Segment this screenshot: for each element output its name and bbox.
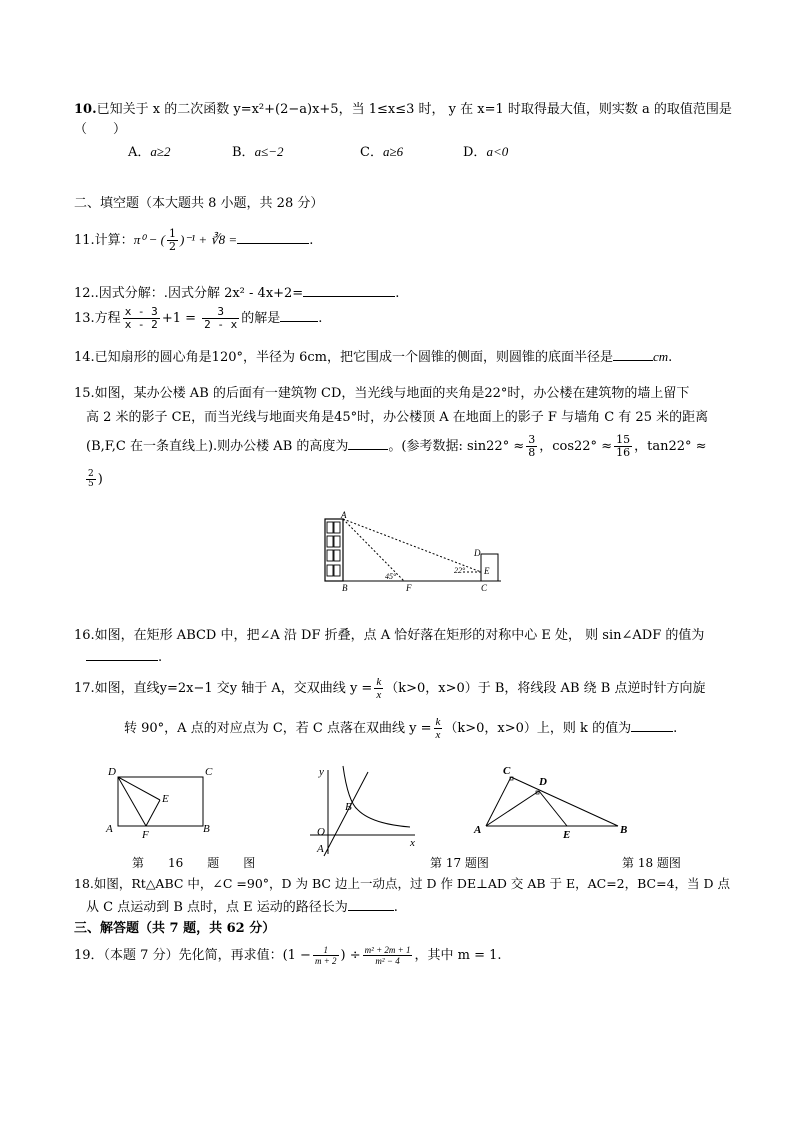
option-d[interactable]: D．a<0 <box>463 144 509 160</box>
question-10 <box>74 98 732 117</box>
answer-blank[interactable] <box>631 719 673 732</box>
question-15-line3: (B,F,C 在一条直线上).则办公楼 AB 的高度为 。(参考数据: sin22° ≈ $\frac{3}{8}$ ，cos22° ≈ $\frac{15}{16}$ ，tan22° ≈ <box>86 433 707 459</box>
option-c[interactable]: C．a≥6 <box>360 144 404 160</box>
answer-blank[interactable] <box>613 348 653 361</box>
answer-blank[interactable] <box>348 437 388 450</box>
svg-text:C: C <box>503 765 511 777</box>
svg-text:x: x <box>410 837 415 849</box>
svg-text:A: A <box>341 510 347 520</box>
caption-fig18: 第 18 题图 <box>622 856 681 870</box>
answer-blank[interactable] <box>303 284 395 297</box>
svg-text:A: A <box>317 843 324 855</box>
question-13: 13.方程 $\frac{x - 3}{x - 2}$ +1 = $\frac{3}{2 - x}$ 的解是 . <box>74 305 323 331</box>
figure-17-hyperbola <box>300 762 425 858</box>
svg-text:F: F <box>142 829 149 840</box>
svg-text:E: E <box>563 829 571 840</box>
svg-text:A: A <box>106 823 113 835</box>
figure-15-buildings <box>318 510 508 595</box>
question-text: 已知关于 x 的二次函数 y=x²+(2−a)x+5，当 1≤x≤3 时， y 在 x=1 时取得最大值，则实数 a 的取值范围是 <box>96 102 732 117</box>
answer-paren: （ ） <box>74 122 127 137</box>
svg-text:C: C <box>205 766 213 778</box>
question-19: 19．（本题 7 分）先化简，再求值：(1 − $\frac{1}{m + 2}$ ) ÷ $\frac{\text{m² + 2m + 1}}{\text{m² − 4}}$ ，其中 m = 1. <box>74 945 502 966</box>
question-15-line4: $\frac{2}{5}$ ) <box>88 469 103 489</box>
question-18-line1: 18.如图，Rt△ABC 中，∠C =90°，D 为 BC 边上一动点，过 D 作 DE⊥AD 交 AB 于 E，AC=2，BC=4，当 D 点 <box>74 876 730 891</box>
question-11: 11.计算：π⁰ − ( $\frac{1}{2}$ )⁻¹ + ∛8 = . <box>74 227 314 253</box>
svg-text:E: E <box>484 566 490 576</box>
svg-text:C: C <box>481 583 488 593</box>
question-number: 10. <box>74 102 97 117</box>
question-14: 14.已知扇形的圆心角是120°，半径为 6cm，把它围成一个圆锥的侧面，则圆锥的底面半径是 cm. <box>74 349 673 365</box>
question-18-line2: 从 C 点运动到 B 点时，点 E 运动的路径长为 . <box>86 900 398 915</box>
svg-text:E: E <box>162 793 169 805</box>
answer-blank[interactable] <box>86 648 158 661</box>
svg-text:y: y <box>319 766 324 778</box>
question-12: 12..因式分解：.因式分解 2x² - 4x+2= . <box>74 286 400 301</box>
question-16-answer: . <box>86 648 162 665</box>
svg-text:45°: 45° <box>385 572 397 581</box>
figure-16-rectangle <box>100 762 225 840</box>
svg-text:O: O <box>317 826 325 838</box>
svg-text:F: F <box>406 583 412 593</box>
question-17-line2: 转 90°，A 点的对应点为 C，若 C 点落在双曲线 y = $\frac{k}{x}$ （k>0，x>0）上，则 k 的值为 . <box>124 716 678 741</box>
svg-text:D: D <box>108 766 116 778</box>
question-16: 16.如图，在矩形 ABCD 中，把∠A 沿 DF 折叠，点 A 恰好落在矩形的对称中心 E 处， 则 sin∠ADF 的值为 <box>74 628 705 643</box>
option-b[interactable]: B．a≤−2 <box>232 144 284 160</box>
svg-text:B: B <box>342 583 348 593</box>
svg-text:B: B <box>620 824 628 836</box>
answer-blank[interactable] <box>280 309 318 322</box>
svg-text:A: A <box>474 824 482 836</box>
answer-blank[interactable] <box>237 231 309 244</box>
figure-18-triangle <box>470 760 640 840</box>
answer-blank[interactable] <box>348 898 394 911</box>
section-3-title: 三、解答题（共 7 题，共 62 分） <box>74 921 276 936</box>
caption-fig16: 第 16 题 图 <box>132 856 256 870</box>
svg-text:D: D <box>474 548 481 558</box>
svg-text:B: B <box>203 823 210 835</box>
section-2-title: 二、填空题（本大题共 8 小题，共 28 分） <box>74 196 324 211</box>
question-15-line1: 15.如图，某办公楼 AB 的后面有一建筑物 CD，当光线与地面的夹角是22°时，办公楼在建筑物的墙上留下 <box>74 386 690 401</box>
svg-text:B: B <box>345 801 352 813</box>
caption-fig17: 第 17 题图 <box>430 856 489 870</box>
svg-text:D: D <box>539 776 547 788</box>
svg-text:22°: 22° <box>454 566 466 575</box>
question-15-line2: 高 2 米的影子 CE，而当光线与地面夹角是45°时，办公楼顶 A 在地面上的影子 F 与墙角 C 有 25 米的距离 <box>86 410 709 425</box>
option-a[interactable]: A．a≥2 <box>128 144 171 160</box>
question-17-line1: 17.如图，直线y=2x−1 交y 轴于 A，交双曲线 y = $\frac{k}{x}$ （k>0，x>0）于 B，将线段 AB 绕 B 点逆时针方向旋 <box>74 676 706 701</box>
